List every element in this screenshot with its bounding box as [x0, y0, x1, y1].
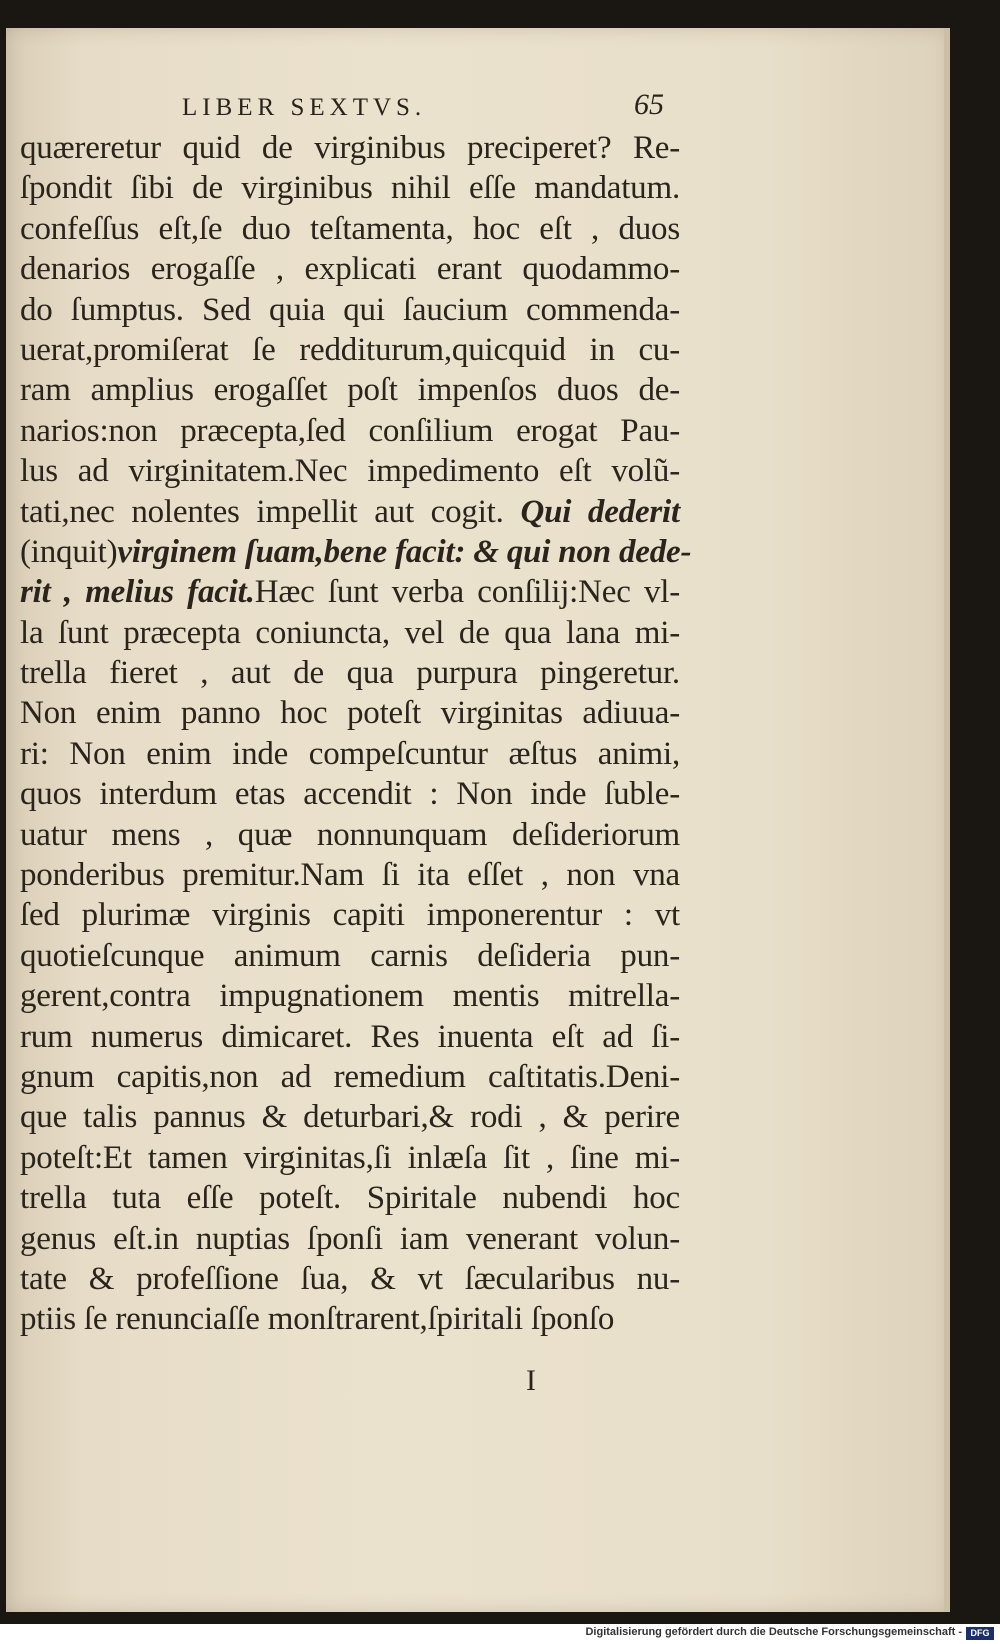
dfg-logo: DFG — [966, 1627, 994, 1640]
text-line: tate & profeſſione ſua, & vt ſæcularibus nu- — [20, 1260, 680, 1297]
text-line: ſpondit ſibi de virginibus nihil eſſe mandatum. — [20, 170, 680, 207]
roman-text: tati,nec nolentes impellit aut cogit. — [20, 493, 521, 530]
text-line: uatur mens , quæ nonnunquam deſideriorum — [20, 816, 680, 853]
digitization-footer — [0, 1624, 1000, 1644]
text-line: ptiis ſe renunciaſſe monſtrarent,ſpiritali ſponſo — [20, 1301, 615, 1338]
body-text — [20, 128, 692, 1340]
text-line-mixed — [20, 572, 680, 612]
text-line: la ſunt præcepta coniuncta, vel de qua lana mi- — [20, 614, 680, 651]
italic-quote: Qui dederit — [520, 493, 680, 530]
text-line: rum numerus dimicaret. Res inuenta eſt ad ſi- — [20, 1018, 680, 1055]
text-line: Non enim panno hoc poteſt virginitas adiuua- — [20, 695, 680, 732]
running-title: LIBER SEXTVS. — [182, 94, 427, 121]
text-line: gnum capitis,non ad remedium caſtitatis.Deni- — [20, 1058, 680, 1095]
text-line: gerent,contra impugnationem mentis mitrella- — [20, 978, 680, 1015]
page-number: 65 — [634, 88, 664, 121]
text-line: ponderibus premitur.Nam ſi ita eſſet , non vna — [20, 857, 680, 894]
text-line-mixed — [20, 492, 680, 532]
text-line-mixed — [20, 532, 692, 572]
text-line: denarios erogaſſe , explicati erant quodammo- — [20, 251, 680, 288]
text-line: do ſumptus. Sed quia qui ſaucium commenda- — [20, 291, 680, 328]
text-line: ſed plurimæ virginis capiti imponerentur : vt — [20, 897, 680, 934]
text-line: lus ad virginitatem.Nec impedimento eſt volũ- — [20, 453, 680, 490]
italic-quote: rit , melius facit. — [20, 574, 255, 611]
text-line: confeſſus eſt,ſe duo teſtamenta, hoc eſt , duos — [20, 210, 680, 247]
page-edge — [944, 28, 950, 1612]
text-line: narios:non præcepta,ſed conſilium erogat Pau- — [20, 412, 680, 449]
text-line: ri: Non enim inde compeſcuntur æſtus animi, — [20, 735, 680, 772]
text-line: genus eſt.in nuptias ſponſi iam venerant volun- — [20, 1220, 680, 1257]
italic-quote: virginem ſuam,bene facit: & qui non dede- — [117, 533, 692, 570]
text-line: quotieſcunque animum carnis deſideria pun- — [20, 937, 680, 974]
funding-credit: Digitalisierung gefördert durch die Deutsche Forschungsgemeinschaft - — [585, 1626, 962, 1638]
text-line: quos interdum etas accendit : Non inde ſuble- — [20, 776, 680, 813]
signature-mark: I — [526, 1364, 536, 1397]
text-line: uerat,promiſerat ſe redditurum,quicquid in cu- — [20, 331, 680, 368]
text-line: trella fieret , aut de qua purpura pingeretur. — [20, 655, 680, 692]
text-line: ram amplius erogaſſet poſt impenſos duos de- — [20, 372, 680, 409]
roman-text: (inquit) — [20, 533, 118, 570]
book-page — [6, 28, 950, 1612]
roman-text: Hæc ſunt verba conſilij:Nec vl- — [254, 574, 681, 611]
text-line: trella tuta eſſe poteſt. Spiritale nubendi hoc — [20, 1180, 680, 1217]
text-line: quæreretur quid de virginibus preciperet? Re- — [20, 130, 680, 166]
text-line: que talis pannus & deturbari,& rodi , & perire — [20, 1099, 680, 1136]
text-line: poteſt:Et tamen virginitas,ſi inlæſa ſit , ſine mi- — [20, 1139, 680, 1176]
